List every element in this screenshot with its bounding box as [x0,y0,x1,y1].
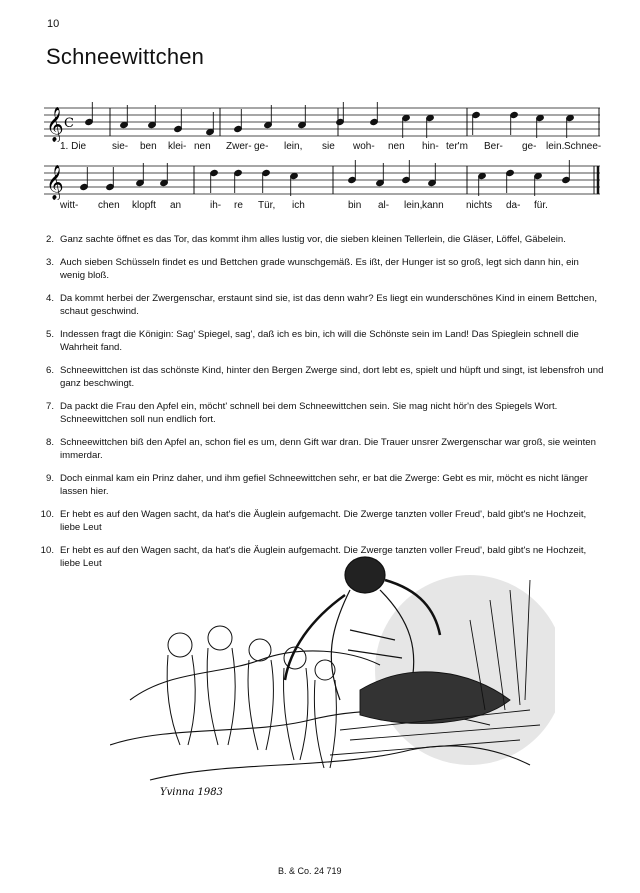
verse-item [34,436,604,462]
lyric-syllable: nen [388,141,405,152]
lyric-syllable: Ber- [484,141,503,152]
verse-text: Er hebt es auf den Wagen sacht, da hat's die Äuglein aufgemacht. Die Zwerge tanzten voller Freud', bald gibt's ne Hochzeit, liebe Leut [60,545,587,569]
lyric-syllable: kann [422,200,444,211]
verse-number: 6. [45,365,54,376]
verse-number: 10. [40,545,54,556]
verse-text: Da packt die Frau den Apfel ein, möcht' schnell bei dem Schneewittchen sein. Sie mag nicht hör'n des Spiegels Wort. Schneewittchen soll nun endlich fort. [60,401,558,425]
verse-item [34,233,604,246]
lyric-syllable: nen [194,141,211,152]
lyric-syllable: lein, [404,200,423,211]
lyric-syllable: sie [322,141,335,152]
verse-number: 3. [45,257,54,268]
lyric-syllable: al- [378,200,390,211]
verse-item [34,508,604,534]
music-staff-line-1 [44,102,600,142]
lyric-syllable: witt- [60,200,79,211]
verse-text: Schneewittchen ist das schönste Kind, hinter den Bergen Zwerge sind, dort lebt es, spielt und hüpft und singt, ist lebensfroh und ganz beschwingt. [60,365,604,389]
music-staff-line-2 [44,160,600,200]
lyric-syllable: nichts [466,200,493,211]
verse-number: 8. [45,437,54,448]
treble-clef-icon: 𝄞 [46,107,64,142]
page-title: Schneewittchen [46,44,205,69]
verse-text: Da kommt herbei der Zwergenschar, erstaunt sind sie, ist das denn wahr? Es liegt ein wunderschönes Kind in einem Bettchen, schaut geschwind. [60,293,598,317]
lyric-syllable: da- [506,200,521,211]
verse-item [34,364,604,390]
lyric-syllable: Schnee- [564,141,602,152]
lyric-syllable: re [234,200,243,211]
lyric-syllable: ter'm [446,141,468,152]
verse-number: 2. [45,234,54,245]
lyric-syllable: ge- [254,141,269,152]
lyric-syllable: ih- [210,200,222,211]
verse-item [34,292,604,318]
verse-text: Ganz sachte öffnet es das Tor, das kommt ihm alles lustig vor, die sieben kleinen Tellerlein, die Gläser, Löffel, Gäbelein. [60,234,566,245]
verse-number: 4. [45,293,54,304]
verse-text: Auch sieben Schüsseln findet es und Bettchen grade wunschgemäß. Es ißt, der Hunger ist so groß, legt sich dann hin, ein wenig bloß. [60,257,579,281]
lyric-syllable: ben [140,141,157,152]
notes-line-2 [80,160,571,196]
lyric-syllable: 1. Die [60,141,87,152]
verse-number: 7. [45,401,54,412]
common-time-icon: C [64,116,74,131]
illustration-snow-white-dwarfs [110,540,555,815]
watermark-circle [375,575,555,765]
verse-item [34,400,604,426]
lyric-syllable: an [170,200,182,211]
verse-text: Schneewittchen biß den Apfel an, schon fiel es um, denn Gift war dran. Die Trauer unsrer Zwergenschar war groß, sie weinten immerdar. [60,437,596,461]
lyric-syllable: klopft [132,200,156,211]
verse-number: 5. [45,329,54,340]
lyric-syllable: lein, [284,141,303,152]
treble-clef-icon: 𝄞 [46,165,64,200]
lyric-syllable: chen [98,200,120,211]
catalog-footer: B. & Co. 24 719 [278,866,342,876]
lyric-syllable: lein. [546,141,565,152]
verse-number: 9. [45,473,54,484]
verse-text: Doch einmal kam ein Prinz daher, und ihm gefiel Schneewittchen sehr, er bat die Zwerge: Gebt es mir, möcht es nicht länger lassen hier. [60,473,588,497]
lyric-syllable: woh- [353,141,375,152]
verse-list [34,233,604,580]
notes-line-1 [85,102,575,138]
lyric-syllable: ich [292,200,305,211]
lyric-syllable: Zwer- [226,141,252,152]
lyric-syllable: für. [534,200,548,211]
page-number: 10 [47,18,60,30]
verse-text: Indessen fragt die Königin: Sag' Spiegel, sag', daß ich es bin, ich will die Schönste sein im Land! Das Spieglein schnell die Wahrheit fand. [60,329,579,353]
verse-item [34,328,604,354]
dwarf-group [167,626,336,768]
verse-item [34,472,604,498]
artist-signature: Yvinna 1983 [160,787,223,798]
lyric-syllable: ge- [522,141,537,152]
lyric-syllable: Tür, [258,200,276,211]
verse-text: Er hebt es auf den Wagen sacht, da hat's die Äuglein aufgemacht. Die Zwerge tanzten voller Freud', bald gibt's ne Hochzeit, liebe Leut [60,509,587,533]
lyric-syllable: hin- [422,141,439,152]
lyric-syllable: sie- [112,141,129,152]
verse-item [34,256,604,282]
verse-number: 10. [40,509,54,520]
lyric-syllable: klei- [168,141,187,152]
lyric-syllable: bin [348,200,362,211]
